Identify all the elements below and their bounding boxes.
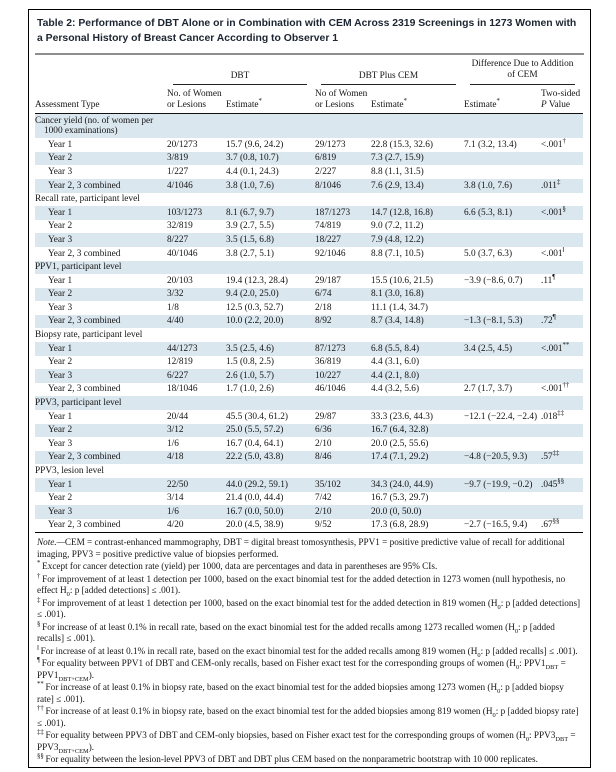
p-value-cell: [541, 288, 583, 302]
footnote-item: ‡ For improvement of at least 1 detection per 1000, based on the exact binomial test for the added detection in 819 women ($H_0$: p [added detections] ≤ .001).: [37, 596, 581, 620]
data-row: Year 1 22/50 44.0 (29.2, 59.1) 35/102 34.3 (24.0, 44.9) −9.7 (−19.9, −0.2) .045§§: [35, 478, 583, 492]
p-value-cell: [541, 437, 583, 451]
table-title: Table 2: Performance of DBT Alone or in Combination with CEM Across 2319 Screenings in 1273 Women with a Personal History of Breast Cancer According to Observer 1: [37, 18, 577, 44]
data-row: Year 2 12/819 1.5 (0.8, 2.5) 36/819 4.4 (3.1, 6.0): [35, 356, 583, 370]
footnote-item: ‡‡ For equality between PPV3 of DBT and CEM-only biopsies, based on Fisher exact test for the corresponding groups of women ($H_0$: $PPV3_{DBT} = PPV3_{DBT+CEM}$).: [37, 729, 576, 755]
data-row: Year 2, 3 combined 18/1046 1.7 (1.0, 2.6) 46/1046 4.4 (3.2, 5.6) 2.7 (1.7, 3.7) <.001††: [35, 383, 583, 397]
difference-estimate-header: Estimate*: [464, 87, 541, 113]
p-value-cell: [541, 220, 583, 234]
data-row: Year 1 103/1273 8.1 (6.7, 9.7) 187/1273 14.7 (12.8, 16.8) 6.6 (5.3, 8.1) <.001§: [35, 206, 583, 220]
p-value-cell: [541, 505, 583, 519]
footnote-item: † For improvement of at least 1 detection per 1000, based on the exact binomial test for the added detection in 1273 women (null hypothesis, no effect $H_0$: p [added detections] ≤ .001).: [37, 572, 566, 599]
p-value-cell: <.001‖: [541, 246, 565, 259]
section-header-row: PPV3, lesion level: [35, 466, 104, 476]
data-row: Year 1 20/1273 15.7 (9.6, 24.2) 29/1273 22.8 (15.3, 32.6) 7.1 (3.2, 13.4) <.001†: [35, 138, 583, 152]
p-value-cell: <.001††: [541, 382, 570, 395]
footnote-item: ¶ For equality between PPV1 of DBT and CEM-only recalls, based on Fisher exact test for the corresponding groups of women ($H_0$: $PPV1_{DBT} = PPV1_{DBT+CEM}$).: [37, 657, 566, 683]
column-group-row: [35, 55, 583, 87]
table-card: [28, 9, 591, 768]
data-row: Year 2, 3 combined 4/20 20.0 (4.5, 38.9) 9/52 17.3 (6.8, 28.9) −2.7 (−16.5, 9.4) .67§§: [35, 519, 583, 533]
cem-estimate-header: Estimate*: [371, 87, 464, 113]
p-value-cell: .011‡: [541, 178, 561, 191]
footnote-item: §§ For equality between the lesion-level PPV3 of DBT and DBT plus CEM based on the nonparametric bootstrap with 10 000 replicates.: [37, 753, 538, 765]
data-row: Year 2 3/819 3.7 (0.8, 10.7) 6/819 7.3 (2.7, 15.9): [35, 152, 583, 166]
p-value-cell: [541, 492, 583, 506]
p-value-cell: .018‡‡: [541, 409, 565, 422]
spacer-cell: [35, 55, 167, 87]
dbt-n-header: No. of Women or Lesions: [167, 87, 226, 113]
table-body: [35, 114, 583, 533]
assessment-type-header: Assessment Type: [35, 87, 167, 113]
results-table: [35, 55, 583, 533]
p-value-cell: <.001**: [541, 341, 570, 354]
data-row: Year 2 3/32 9.4 (2.0, 25.0) 6/74 8.1 (3.0, 16.8): [35, 288, 583, 302]
p-value-cell: [541, 356, 583, 370]
p-value-cell: .67§§: [541, 518, 560, 531]
footnote-item: ‖ For increase of at least 0.1% in recall rate, based on the exact binomial test for the added recalls among 819 women ($H_0$: p [added recalls] ≤ .001).: [37, 644, 578, 659]
section-header-row: Biopsy rate, participant level: [35, 330, 143, 341]
p-value-cell: .045§§: [541, 477, 565, 490]
footnote-item: § For increase of at least 0.1% in recall rate, based on the exact binomial test for the added recalls among 1273 recalled women ($H_0$: p [added recalls] ≤ .001).: [37, 620, 555, 644]
p-value-cell: .72¶: [541, 314, 556, 327]
dbt-estimate-header: Estimate*: [226, 87, 315, 113]
data-row: Year 3 1/227 4.4 (0.1, 24.3) 2/227 8.8 (1.1, 31.5): [35, 165, 583, 179]
data-row: Year 1 20/103 19.4 (12.3, 28.4) 29/187 15.5 (10.6, 21.5) −3.9 (−8.6, 0.7) .11¶: [35, 274, 583, 288]
table-note: [37, 537, 582, 560]
data-row: Year 2, 3 combined 4/18 22.2 (5.0, 43.8) 8/46 17.4 (7.1, 29.2) −4.8 (−20.5, 9.3) .57‡‡: [35, 451, 583, 465]
note-label: Note.—: [37, 537, 65, 548]
notes-area: [37, 537, 582, 766]
data-row: Year 1 20/44 45.5 (30.4, 61.2) 29/87 33.3 (23.6, 44.3) −12.1 (−22.4, −2.4) .018‡‡: [35, 410, 583, 424]
data-row: Year 2, 3 combined 40/1046 3.8 (2.7, 5.1) 92/1046 8.8 (7.1, 10.5) 5.0 (3.7, 6.3) <.001‖: [35, 247, 583, 261]
p-value-cell: <.001§: [541, 205, 566, 218]
data-row: Year 2 3/12 25.0 (5.5, 57.2) 6/36 16.7 (6.4, 32.8): [35, 424, 583, 438]
p-value-cell: [541, 424, 583, 438]
data-row: Year 2, 3 combined 4/40 10.0 (2.2, 20.0) 8/92 8.7 (3.4, 14.8) −1.3 (−8.1, 5.3) .72¶: [35, 315, 583, 329]
dbt-group-header: DBT: [167, 55, 315, 87]
p-value-cell: .57‡‡: [541, 450, 560, 463]
footnote-item: * Except for cancer detection rate (yield) per 1000, data are percentages and data in parentheses are 95% CIs.: [37, 560, 438, 572]
data-row: Year 2, 3 combined 4/1046 3.8 (1.0, 7.6) 8/1046 7.6 (2.9, 13.4) 3.8 (1.0, 7.6) .011‡: [35, 179, 583, 193]
data-row: Year 3 1/8 12.5 (0.3, 52.7) 2/18 11.1 (1.4, 34.7): [35, 301, 583, 315]
p-value-cell: [541, 369, 583, 383]
column-header-row: [35, 87, 583, 113]
section-header-row: PPV1, participant level: [35, 261, 583, 275]
section-header-row: Cancer yield (no. of women per 1000 examinations): [35, 114, 583, 139]
data-row: Year 2 32/819 3.9 (2.7, 5.5) 74/819 9.0 (7.2, 11.2): [35, 220, 583, 234]
section-header-row: Recall rate, participant level: [35, 194, 140, 205]
difference-group-header: Difference Due to Addition of CEM: [464, 55, 583, 87]
data-row: Year 2 3/14 21.4 (0.0, 44.4) 7/42 16.7 (5.3, 29.7): [35, 492, 583, 506]
data-row: Year 3 6/227 2.6 (1.0, 5.7) 10/227 4.4 (2.1, 8.0): [35, 369, 583, 383]
data-row: Year 1 44/1273 3.5 (2.5, 4.6) 87/1273 6.8 (5.5, 8.4) 3.4 (2.5, 4.5) <.001**: [35, 342, 583, 356]
footnote-item: ** For increase of at least 0.1% in biopsy rate, based on the exact binomial test for the added biopsies among 1273 women ($H_0$: p [added biopsy rate] ≤ .001).: [37, 681, 564, 704]
p-value-cell: <.001†: [541, 137, 566, 150]
pvalue-column-header: Two-sided P Value: [541, 87, 583, 113]
data-row: Year 3 1/6 16.7 (0.4, 64.1) 2/10 20.0 (2.5, 55.6): [35, 437, 583, 451]
cem-n-header: No of Women or Lesions: [315, 87, 371, 113]
section-header-row: PPV3, participant level: [35, 396, 583, 410]
p-value-cell: [541, 301, 583, 315]
p-value-cell: [541, 233, 583, 247]
p-value-cell: [541, 165, 583, 179]
data-row: Year 3 8/227 3.5 (1.5, 6.8) 18/227 7.9 (4.8, 12.2): [35, 233, 583, 247]
data-row: Year 3 1/6 16.7 (0.0, 50.0) 2/10 20.0 (0, 50.0): [35, 505, 583, 519]
p-value-cell: [541, 152, 583, 166]
dbt-plus-cem-group-header: DBT Plus CEM: [315, 55, 464, 87]
footnotes: [37, 561, 582, 766]
p-value-cell: .11¶: [541, 273, 556, 286]
footnote-item: †† For increase of at least 0.1% in biopsy rate, based on the exact binomial test for the added biopsies among 819 women ($H_0$: p [added biopsy rate] ≤ .001).: [37, 705, 579, 728]
note-text: CEM = contrast-enhanced mammography, DBT = digital breast tomosynthesis, PPV1 = positive predictive value of recall for additional imaging, PPV3 = positive predictive value of biopsies performed.: [37, 537, 565, 559]
